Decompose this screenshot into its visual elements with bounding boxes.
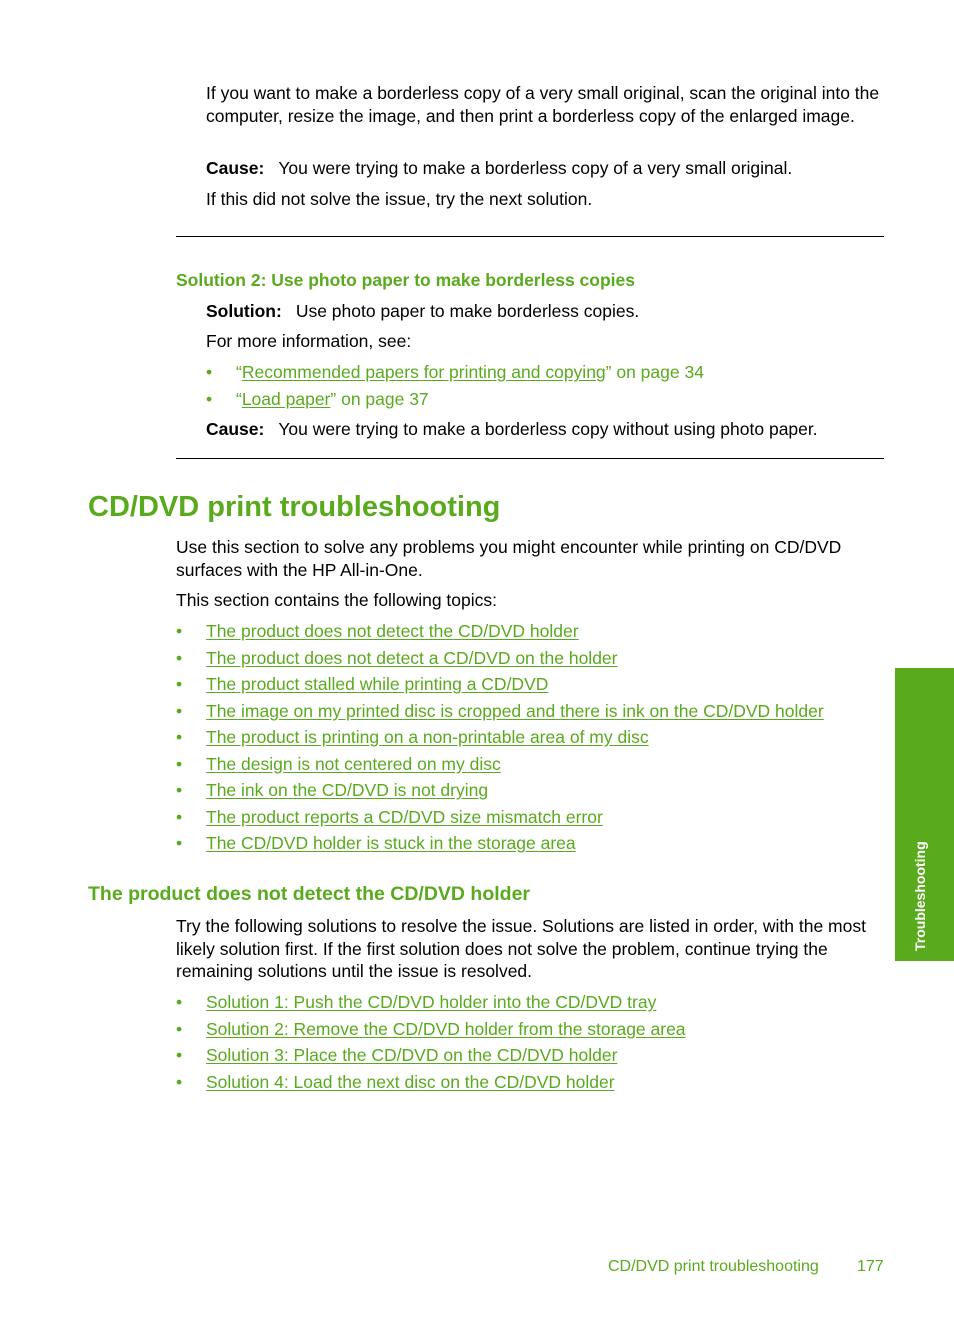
bullet: • <box>176 806 183 827</box>
page-ref: ” on page 34 <box>605 362 704 382</box>
topic-link[interactable]: The image on my printed disc is cropped and there is ink on the CD/DVD holder <box>206 700 824 721</box>
list-item <box>176 779 824 806</box>
bullet: • <box>176 621 183 641</box>
quote-mark: “ <box>236 388 242 409</box>
list-item <box>176 1044 686 1071</box>
topic-link[interactable]: The ink on the CD/DVD is not drying <box>206 780 489 800</box>
side-tab-label: Troubleshooting <box>912 841 928 951</box>
solutions-list <box>176 991 686 1097</box>
cause-line <box>206 157 886 180</box>
more-info-text: For more information, see: <box>206 331 412 351</box>
solution-label: Solution: <box>206 301 282 321</box>
bullet: • <box>176 647 183 668</box>
page-ref: ” on page 37 <box>330 388 429 409</box>
topic-link[interactable]: Solution 3: Place the CD/DVD on the CD/DVD holder <box>206 1045 618 1065</box>
subsection-heading: The product does not detect the CD/DVD holder <box>88 883 531 905</box>
list-item <box>176 673 824 700</box>
list-item <box>176 700 824 727</box>
solution-line <box>206 300 886 323</box>
topic-link[interactable]: The product does not detect a CD/DVD on the holder <box>206 647 618 668</box>
topic-link[interactable]: The product stalled while printing a CD/DVD <box>206 674 549 694</box>
bullet: • <box>176 700 183 721</box>
cause-line <box>206 418 886 441</box>
solution-text: Use photo paper to make borderless copies. <box>295 301 640 321</box>
bullet: • <box>176 1018 183 1039</box>
topics-list <box>176 620 824 859</box>
cause-label: Cause: <box>206 158 265 178</box>
bullet: • <box>176 992 183 1012</box>
load-paper-link[interactable]: Load paper <box>241 388 331 409</box>
divider <box>176 458 884 459</box>
topic-link[interactable]: Solution 4: Load the next disc on the CD/DVD holder <box>206 1071 615 1092</box>
topic-link[interactable]: The product is printing on a non-printable area of my disc <box>206 727 649 747</box>
topic-link[interactable]: The product reports a CD/DVD size mismatch error <box>206 806 603 827</box>
solution-2-heading: Solution 2: Use photo paper to make borderless copies <box>176 270 635 290</box>
topic-link[interactable]: The design is not centered on my disc <box>206 753 501 774</box>
reference-list <box>206 361 704 414</box>
intro-paragraph: If you want to make a borderless copy of a very small original, scan the original into the computer, resize the image, and then print a borderless copy of the enlarged image. <box>206 83 880 126</box>
list-item <box>176 806 824 833</box>
try-next-paragraph: If this did not solve the issue, try the next solution. <box>206 189 593 209</box>
page-number: 177 <box>857 1258 884 1275</box>
section-intro: Use this section to solve any problems you might encounter while printing on CD/DVD surfaces with the HP All-in-One. <box>176 537 842 580</box>
cause-label: Cause: <box>206 419 265 439</box>
bullet: • <box>176 674 183 694</box>
cause-text: You were trying to make a borderless copy without using photo paper. <box>278 419 818 439</box>
bullet: • <box>176 833 183 853</box>
list-item <box>176 753 824 780</box>
topics-intro: This section contains the following topics: <box>176 590 497 610</box>
list-item <box>176 991 686 1018</box>
list-item <box>176 1071 686 1098</box>
page-title: CD/DVD print troubleshooting <box>88 491 501 523</box>
bullet: • <box>176 727 183 747</box>
bullet: • <box>206 362 213 382</box>
bullet: • <box>176 780 183 800</box>
bullet: • <box>206 388 213 409</box>
list-item <box>176 832 824 859</box>
bullet: • <box>176 1071 183 1092</box>
side-tab <box>895 668 954 961</box>
quote-mark: “ <box>236 362 242 382</box>
cause-text: You were trying to make a borderless copy of a very small original. <box>278 158 793 178</box>
topic-link[interactable]: Solution 2: Remove the CD/DVD holder from the storage area <box>206 1018 686 1039</box>
list-item <box>176 620 824 647</box>
topic-link[interactable]: Solution 1: Push the CD/DVD holder into the CD/DVD tray <box>206 992 657 1012</box>
list-item <box>176 726 824 753</box>
list-item <box>176 647 824 674</box>
recommended-papers-link[interactable]: Recommended papers for printing and copying <box>241 362 606 382</box>
subsection-intro: Try the following solutions to resolve the issue. Solutions are listed in order, with the most likely solution first. If the first solution does not solve the problem, continue trying the remaining solutions until the issue is resolved. <box>176 916 866 981</box>
topic-link[interactable]: The CD/DVD holder is stuck in the storage area <box>206 833 576 853</box>
topic-link[interactable]: The product does not detect the CD/DVD holder <box>206 621 579 641</box>
bullet: • <box>176 1045 183 1065</box>
list-item <box>176 1018 686 1045</box>
bullet: • <box>176 753 183 774</box>
list-item <box>206 361 704 388</box>
footer-section-name: CD/DVD print troubleshooting <box>608 1258 819 1275</box>
divider <box>176 236 884 237</box>
list-item <box>206 388 704 415</box>
